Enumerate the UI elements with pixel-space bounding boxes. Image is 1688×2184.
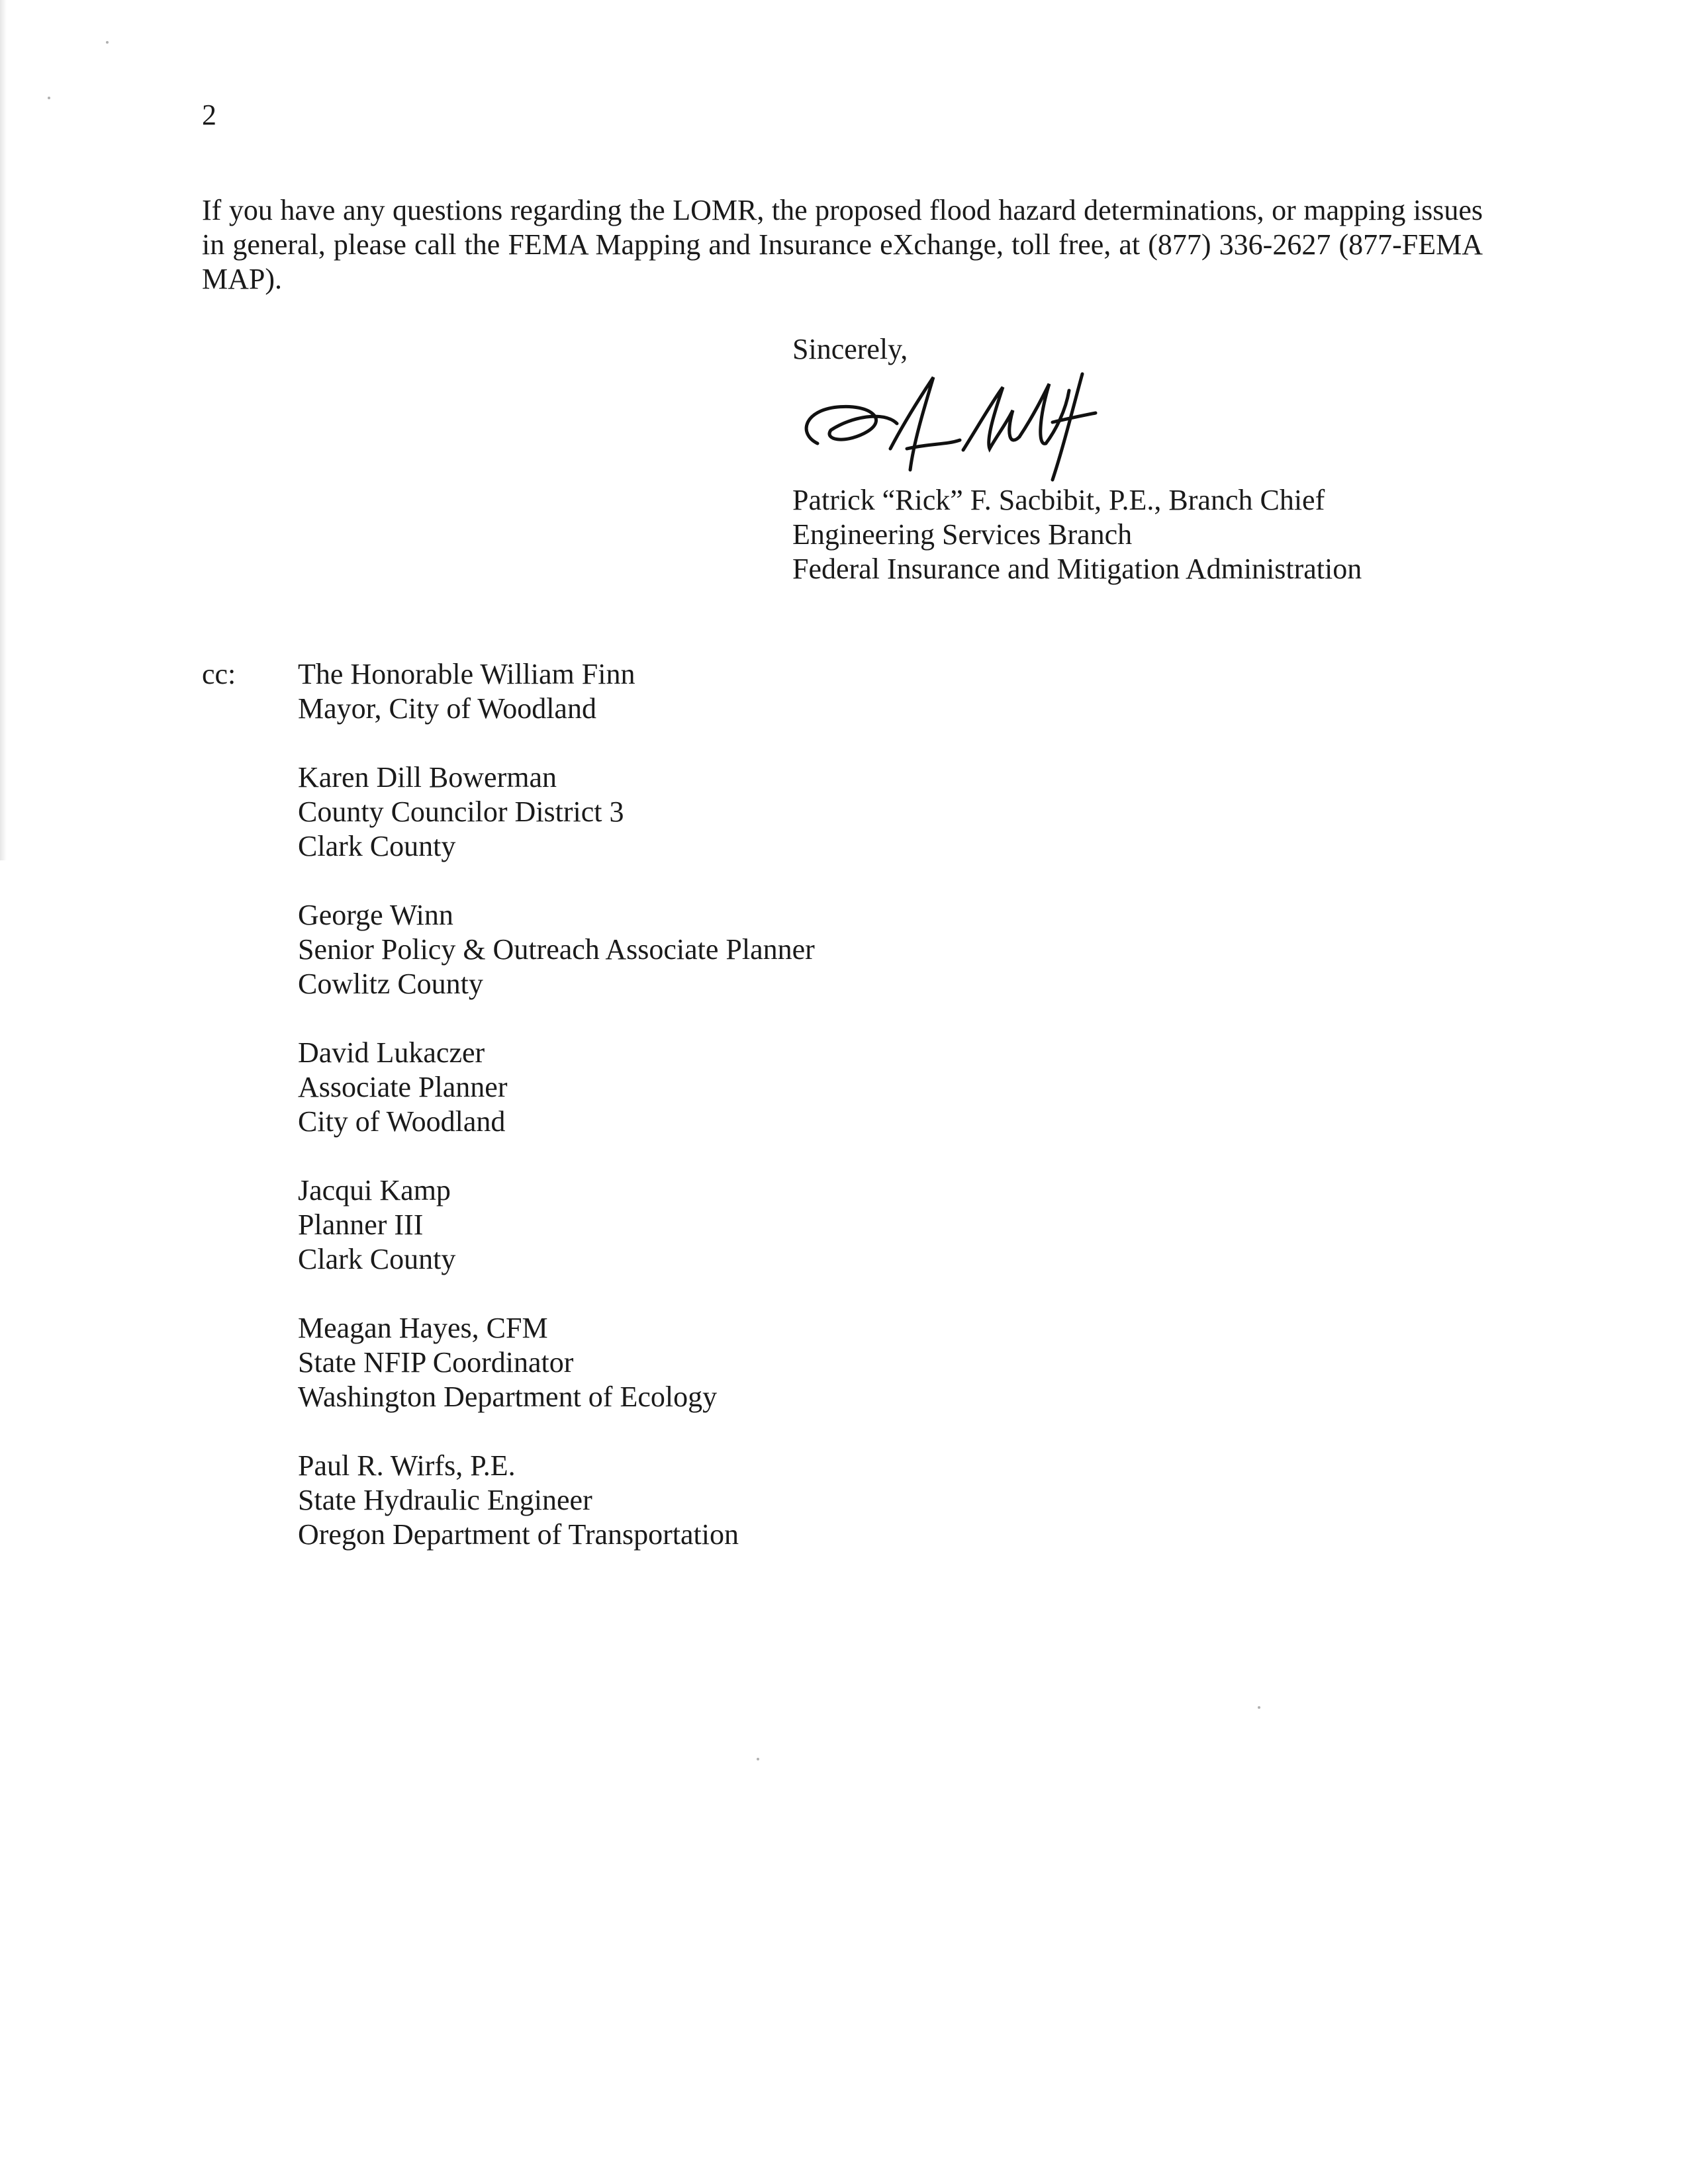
cc-recipient-organization: Clark County: [298, 830, 456, 862]
signer-name-title: Patrick “Rick” F. Sacbibit, P.E., Branch Chief: [792, 484, 1325, 516]
cc-recipient-organization: Washington Department of Ecology: [298, 1381, 718, 1413]
signature-block: [792, 483, 1362, 586]
cc-recipient: [298, 1311, 815, 1414]
cc-recipient-name: Meagan Hayes, CFM: [298, 1312, 548, 1344]
signer-agency: Federal Insurance and Mitigation Administration: [792, 553, 1362, 585]
intro-paragraph: If you have any questions regarding the LOMR, the proposed flood hazard determinations, or mapping issues in general, please call the FEMA Mapping and Insurance eXchange, toll free, at (877) 336-2627 (877-FEMA MAP).: [202, 194, 1483, 295]
scan-edge-shadow: [0, 0, 7, 860]
page-number: 2: [202, 99, 216, 131]
cc-recipient-title: Mayor, City of Woodland: [298, 692, 596, 725]
scan-speck: [1258, 1706, 1260, 1709]
cc-list: [298, 657, 815, 1586]
cc-recipient-organization: City of Woodland: [298, 1105, 506, 1138]
cc-recipient-name: Karen Dill Bowerman: [298, 761, 557, 794]
cc-recipient: [298, 898, 815, 1001]
cc-recipient-organization: Clark County: [298, 1243, 456, 1275]
scan-speck: [757, 1758, 759, 1760]
cc-recipient: [298, 1036, 815, 1139]
cc-recipient-title: State Hydraulic Engineer: [298, 1484, 592, 1516]
scan-speck: [106, 41, 109, 44]
cc-recipient-name: George Winn: [298, 899, 453, 931]
cc-recipient-title: State NFIP Coordinator: [298, 1346, 574, 1379]
cc-recipient-organization: Oregon Department of Transportation: [298, 1518, 739, 1551]
handwritten-signature: [791, 371, 1122, 483]
cc-recipient-organization: Cowlitz County: [298, 968, 483, 1000]
cc-recipient-name: The Honorable William Finn: [298, 658, 635, 690]
cc-recipient-title: County Councilor District 3: [298, 796, 624, 828]
cc-recipient: [298, 760, 815, 864]
cc-recipient: [298, 1449, 815, 1552]
cc-recipient-title: Planner III: [298, 1208, 424, 1241]
cc-recipient-name: David Lukaczer: [298, 1036, 485, 1069]
cc-recipient-title: Senior Policy & Outreach Associate Planner: [298, 933, 815, 966]
scan-speck: [48, 97, 50, 99]
cc-recipient-name: Jacqui Kamp: [298, 1174, 451, 1206]
cc-recipient: [298, 657, 815, 726]
cc-label: cc:: [202, 658, 236, 690]
cc-recipient: [298, 1173, 815, 1277]
signer-branch: Engineering Services Branch: [792, 518, 1133, 551]
closing-salutation: Sincerely,: [792, 333, 908, 365]
cc-recipient-name: Paul R. Wirfs, P.E.: [298, 1449, 516, 1482]
cc-recipient-title: Associate Planner: [298, 1071, 508, 1103]
